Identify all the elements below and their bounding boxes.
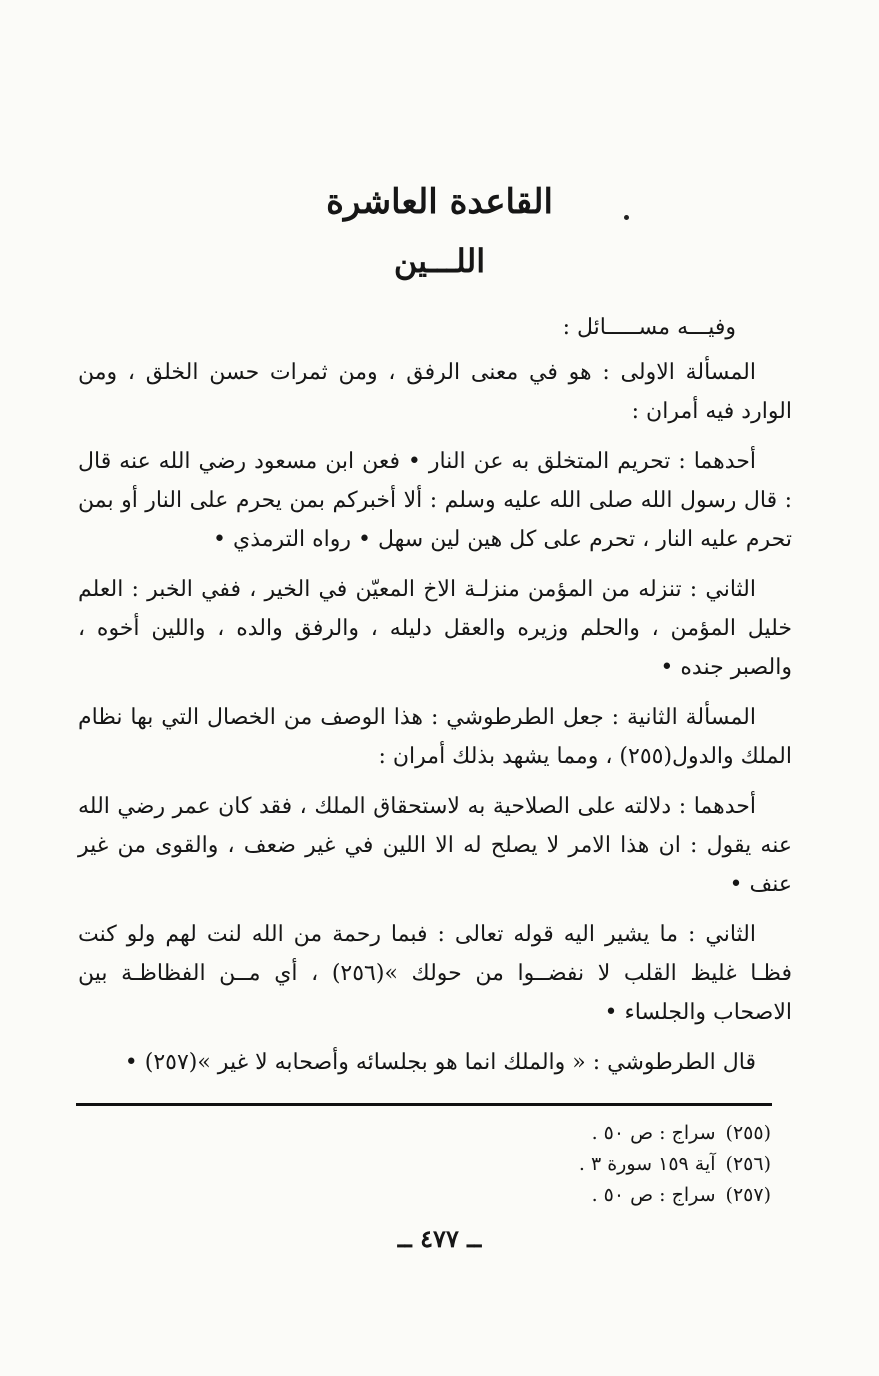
intro-line: وفيـــه مســـــائل : (562, 315, 736, 340)
page-number: ــ ٤٧٧ ــ (397, 1224, 482, 1253)
chapter-title: القاعدة العاشرة (326, 182, 553, 222)
paragraph-quote: قال الطرطوشي : « والملك انما هو بجلسائه وأصحابه لا غير »(٢٥٧) • (124, 1050, 756, 1075)
paragraph-first-matter: أحدهما : دلالته على الصلاحية به لاستحقاق الملك ، فقد كان عمر رضي الله عنه يقول : ان هذا الامر لا يصلح له الا اللين في غير ضعف ، والقوى من غير عنف • (78, 794, 792, 897)
paragraph-issue-two: المسألة الثانية : جعل الطرطوشي : هذا الوصف من الخصال التي بها نظام الملك والدول(٢٥٥) ، ومما يشهد بذلك أمران : (78, 705, 792, 769)
paragraph-issue-one: المسألة الاولى : هو في معنى الرفق ، ومن ثمرات حسن الخلق ، ومن الوارد فيه أمران : (78, 360, 792, 424)
footnote-number: (٢٥٥) (725, 1122, 771, 1144)
footnote-item (371, 1149, 771, 1180)
footnote-text: سراج : ص ٥٠ . (591, 1122, 716, 1144)
footnote-number: (٢٥٧) (725, 1184, 771, 1206)
footnote-text: آية ١٥٩ سورة ٣ . (578, 1153, 716, 1175)
footnotes (371, 1118, 771, 1211)
body-text (78, 308, 792, 1093)
chapter-subtitle: اللـــين (393, 242, 486, 280)
ink-dot (624, 215, 629, 220)
footnote-divider (76, 1103, 772, 1106)
paragraph-second-matter: الثاني : ما يشير اليه قوله تعالى : فبما رحمة من الله لنت لهم ولو كنت فظـا غليظ القلب لا نفضــوا من حولك »(٢٥٦) ، أي مــن الفظاظـة بين الاصحاب والجلساء • (78, 922, 792, 1025)
footnote-text: سراج : ص ٥٠ . (591, 1184, 716, 1206)
footnote-item (371, 1180, 771, 1211)
paragraph-second-point: الثاني : تنزله من المؤمن منزلـة الاخ المعيّن في الخير ، ففي الخبر : العلم خليل المؤمن ، والحلم وزيره والعقل دليله ، والرفق والده ، واللين أخوه ، والصبر جنده • (78, 577, 792, 680)
paragraph-first-point: أحدهما : تحريم المتخلق به عن النار • فعن ابن مسعود رضي الله عنه قال : قال رسول الله صلى الله عليه وسلم : ألا أخبركم بمن يحرم على النار أو بمن تحرم عليه النار ، تحرم على كل هين لين سهل • رواه الترمذي • (78, 449, 792, 552)
footnote-number: (٢٥٦) (725, 1153, 771, 1175)
footnote-item (371, 1118, 771, 1149)
